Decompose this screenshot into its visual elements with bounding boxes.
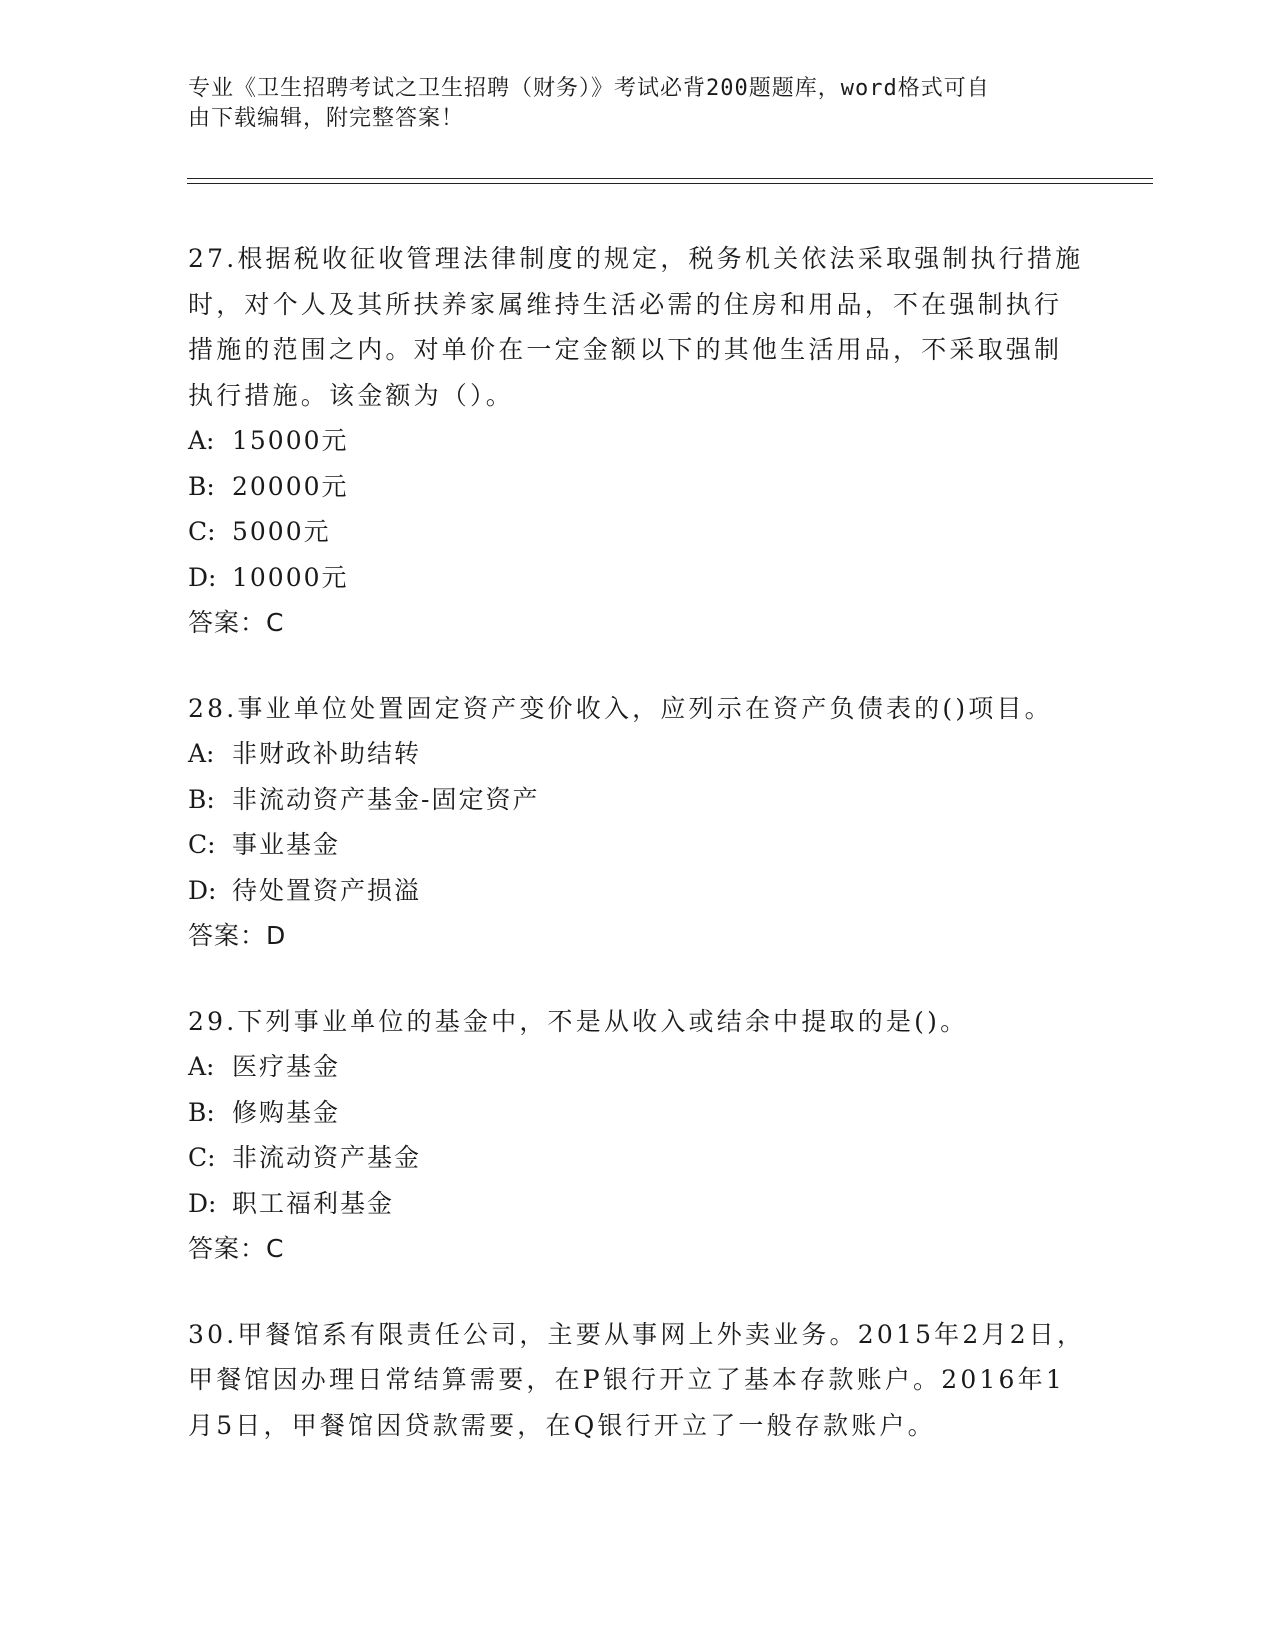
- option-text: 15000元: [232, 426, 349, 455]
- option-d: [188, 555, 1088, 601]
- option-c: [188, 509, 1088, 555]
- option-c: [188, 822, 1088, 868]
- option-text: 待处置资产损溢: [232, 875, 422, 905]
- option-d: [188, 1181, 1088, 1227]
- header-line-1: 专业《卫生招聘考试之卫生招聘（财务）》考试必背200题题库，word格式可自: [188, 76, 990, 101]
- option-letter: C:: [188, 517, 216, 546]
- question-27: [188, 236, 1088, 646]
- question-stem: 28.事业单位处置固定资产变价收入，应列示在资产负债表的()项目。: [188, 693, 1053, 723]
- question-28: [188, 686, 1088, 959]
- header-rule-bottom: [187, 183, 1153, 184]
- option-a: [188, 418, 1088, 464]
- option-letter: D:: [188, 1188, 217, 1218]
- option-letter: B:: [188, 1097, 215, 1127]
- document-header: [188, 74, 1068, 134]
- option-text: 事业基金: [232, 830, 341, 859]
- answer-line: 答案：C: [188, 608, 285, 637]
- option-letter: A:: [188, 1052, 215, 1081]
- question-stem: 27.根据税收征收管理法律制度的规定，税务机关依法采取强制执行措施时，对个人及其所扶养家属维持生活必需的住房和用品，不在强制执行措施的范围之内。对单价在一定金额以下的其他生活用品，不采取强制执行措施。该金额为（）。: [188, 244, 1084, 410]
- question-stem: 30.甲餐馆系有限责任公司，主要从事网上外卖业务。2015年2月2日，甲餐馆因办理日常结算需要，在P银行开立了基本存款账户。2016年1月5日，甲餐馆因贷款需要，在Q银行开立了一般存款账户。: [188, 1319, 1086, 1440]
- option-text: 10000元: [232, 562, 349, 592]
- question-29: [188, 999, 1088, 1272]
- question-stem: 29.下列事业单位的基金中，不是从收入或结余中提取的是()。: [188, 1006, 969, 1036]
- question-30: [188, 1312, 1088, 1449]
- option-a: [188, 731, 1088, 777]
- option-letter: B:: [188, 784, 215, 814]
- option-letter: D:: [188, 562, 217, 592]
- option-text: 医疗基金: [232, 1052, 341, 1081]
- option-b: [188, 777, 1088, 823]
- option-letter: A:: [188, 739, 215, 768]
- option-letter: A:: [188, 426, 215, 455]
- header-rule-top: [187, 178, 1153, 179]
- option-a: [188, 1044, 1088, 1090]
- option-text: 修购基金: [232, 1097, 341, 1127]
- option-b: [188, 1090, 1088, 1136]
- option-letter: B:: [188, 471, 215, 501]
- answer-line: 答案：C: [188, 1234, 285, 1263]
- question-list: [188, 236, 1088, 1488]
- option-text: 职工福利基金: [232, 1188, 395, 1218]
- option-text: 非流动资产基金: [232, 1143, 422, 1172]
- option-b: [188, 464, 1088, 510]
- option-text: 非流动资产基金-固定资产: [232, 784, 540, 814]
- option-letter: C:: [188, 830, 216, 859]
- option-letter: C:: [188, 1143, 216, 1172]
- option-c: [188, 1135, 1088, 1181]
- option-text: 5000元: [232, 517, 331, 546]
- option-d: [188, 868, 1088, 914]
- answer-line: 答案：D: [188, 921, 287, 950]
- header-line-2: 由下载编辑，附完整答案！: [188, 106, 465, 131]
- option-text: 非财政补助结转: [232, 739, 422, 768]
- option-text: 20000元: [232, 471, 349, 501]
- option-letter: D:: [188, 875, 217, 905]
